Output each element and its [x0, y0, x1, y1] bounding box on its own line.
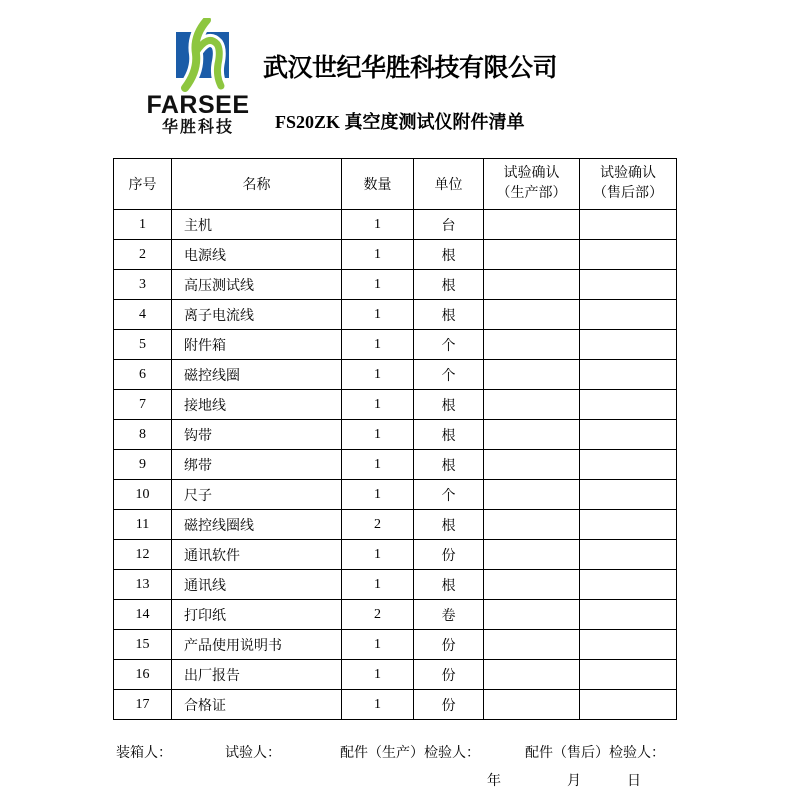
company-logo	[142, 18, 254, 136]
cell-unit: 卷	[414, 600, 484, 630]
cell-unit: 根	[414, 420, 484, 450]
cell-unit: 份	[414, 690, 484, 720]
cell-aftersales-confirm	[580, 420, 677, 450]
cell-quantity: 1	[342, 330, 414, 360]
table-row	[114, 510, 677, 540]
cell-aftersales-confirm	[580, 630, 677, 660]
cell-aftersales-confirm	[580, 450, 677, 480]
cell-aftersales-confirm	[580, 360, 677, 390]
table-row	[114, 270, 677, 300]
cell-aftersales-confirm	[580, 660, 677, 690]
cell-quantity: 2	[342, 510, 414, 540]
cell-production-confirm	[484, 420, 580, 450]
table-row	[114, 480, 677, 510]
cell-production-confirm	[484, 600, 580, 630]
cell-production-confirm	[484, 300, 580, 330]
cell-unit: 根	[414, 240, 484, 270]
cell-index: 10	[114, 480, 172, 510]
cell-quantity: 1	[342, 300, 414, 330]
cell-quantity: 1	[342, 630, 414, 660]
cell-index: 4	[114, 300, 172, 330]
table-row	[114, 450, 677, 480]
cell-production-confirm	[484, 630, 580, 660]
table-row	[114, 240, 677, 270]
cell-item-name: 离子电流线	[172, 300, 342, 330]
production-inspector-label: 配件（生产）检验人：	[340, 746, 480, 761]
cell-unit: 个	[414, 480, 484, 510]
cell-item-name: 打印纸	[172, 600, 342, 630]
cell-quantity: 1	[342, 360, 414, 390]
cell-unit: 根	[414, 570, 484, 600]
cell-quantity: 1	[342, 210, 414, 240]
table-body	[114, 210, 677, 720]
table-row	[114, 420, 677, 450]
cell-item-name: 通讯软件	[172, 540, 342, 570]
table-row	[114, 690, 677, 720]
cell-aftersales-confirm	[580, 240, 677, 270]
cell-item-name: 主机	[172, 210, 342, 240]
cell-index: 5	[114, 330, 172, 360]
col-header-index: 序号	[114, 159, 172, 210]
cell-production-confirm	[484, 480, 580, 510]
cell-quantity: 1	[342, 390, 414, 420]
table-row	[114, 600, 677, 630]
cell-production-confirm	[484, 330, 580, 360]
cell-item-name: 绑带	[172, 450, 342, 480]
cell-quantity: 1	[342, 480, 414, 510]
cell-quantity: 2	[342, 600, 414, 630]
company-name: 武汉世纪华胜科技有限公司	[263, 54, 558, 82]
cell-quantity: 1	[342, 450, 414, 480]
col-header-name: 名称	[172, 159, 342, 210]
cell-item-name: 尺子	[172, 480, 342, 510]
date-year-label: 年	[487, 774, 501, 789]
aftersales-inspector-label: 配件（售后）检验人：	[525, 746, 665, 761]
col-header-aftersales-confirm: 试验确认 （售后部）	[580, 159, 677, 210]
cell-item-name: 磁控线圈线	[172, 510, 342, 540]
cell-aftersales-confirm	[580, 540, 677, 570]
cell-item-name: 电源线	[172, 240, 342, 270]
cell-aftersales-confirm	[580, 270, 677, 300]
cell-index: 14	[114, 600, 172, 630]
cell-production-confirm	[484, 690, 580, 720]
cell-quantity: 1	[342, 540, 414, 570]
cell-item-name: 高压测试线	[172, 270, 342, 300]
table-row	[114, 660, 677, 690]
cell-item-name: 产品使用说明书	[172, 630, 342, 660]
cell-quantity: 1	[342, 690, 414, 720]
cell-production-confirm	[484, 390, 580, 420]
brand-name-chinese: 华胜科技	[161, 119, 234, 136]
table-row	[114, 540, 677, 570]
cell-item-name: 合格证	[172, 690, 342, 720]
cell-production-confirm	[484, 360, 580, 390]
cell-aftersales-confirm	[580, 210, 677, 240]
cell-aftersales-confirm	[580, 480, 677, 510]
cell-aftersales-confirm	[580, 570, 677, 600]
date-month-label: 月	[567, 774, 581, 789]
cell-unit: 根	[414, 510, 484, 540]
cell-index: 2	[114, 240, 172, 270]
cell-aftersales-confirm	[580, 390, 677, 420]
tester-label: 试验人：	[225, 746, 281, 761]
cell-unit: 份	[414, 540, 484, 570]
cell-index: 1	[114, 210, 172, 240]
cell-unit: 个	[414, 360, 484, 390]
cell-index: 12	[114, 540, 172, 570]
cell-quantity: 1	[342, 420, 414, 450]
cell-quantity: 1	[342, 270, 414, 300]
cell-unit: 个	[414, 330, 484, 360]
cell-production-confirm	[484, 540, 580, 570]
cell-production-confirm	[484, 570, 580, 600]
cell-production-confirm	[484, 210, 580, 240]
cell-item-name: 通讯线	[172, 570, 342, 600]
cell-index: 15	[114, 630, 172, 660]
farsee-logo-icon	[155, 18, 241, 92]
cell-item-name: 出厂报告	[172, 660, 342, 690]
cell-quantity: 1	[342, 570, 414, 600]
cell-aftersales-confirm	[580, 300, 677, 330]
cell-index: 17	[114, 690, 172, 720]
col-header-production-confirm: 试验确认 （生产部）	[484, 159, 580, 210]
cell-index: 9	[114, 450, 172, 480]
packer-label: 装箱人：	[116, 746, 172, 761]
table-row	[114, 360, 677, 390]
cell-index: 8	[114, 420, 172, 450]
cell-index: 11	[114, 510, 172, 540]
cell-index: 6	[114, 360, 172, 390]
table-row	[114, 390, 677, 420]
cell-aftersales-confirm	[580, 690, 677, 720]
brand-name-latin: FARSEE	[146, 91, 250, 119]
cell-item-name: 钩带	[172, 420, 342, 450]
cell-unit: 台	[414, 210, 484, 240]
accessory-list-table	[113, 158, 677, 720]
cell-index: 7	[114, 390, 172, 420]
date-day-label: 日	[627, 774, 641, 789]
table-header-row	[114, 159, 677, 210]
cell-index: 13	[114, 570, 172, 600]
cell-item-name: 接地线	[172, 390, 342, 420]
table-row	[114, 630, 677, 660]
cell-unit: 份	[414, 630, 484, 660]
cell-production-confirm	[484, 270, 580, 300]
cell-index: 16	[114, 660, 172, 690]
document-title: FS20ZK 真空度测试仪附件清单	[275, 112, 525, 132]
cell-unit: 根	[414, 390, 484, 420]
cell-production-confirm	[484, 510, 580, 540]
cell-quantity: 1	[342, 240, 414, 270]
table-row	[114, 570, 677, 600]
cell-production-confirm	[484, 240, 580, 270]
col-header-quantity: 数量	[342, 159, 414, 210]
table-row	[114, 300, 677, 330]
cell-aftersales-confirm	[580, 510, 677, 540]
table-row	[114, 210, 677, 240]
cell-item-name: 附件箱	[172, 330, 342, 360]
cell-unit: 根	[414, 300, 484, 330]
cell-aftersales-confirm	[580, 330, 677, 360]
table-row	[114, 330, 677, 360]
cell-production-confirm	[484, 450, 580, 480]
cell-aftersales-confirm	[580, 600, 677, 630]
cell-unit: 份	[414, 660, 484, 690]
cell-unit: 根	[414, 270, 484, 300]
cell-item-name: 磁控线圈	[172, 360, 342, 390]
cell-unit: 根	[414, 450, 484, 480]
col-header-unit: 单位	[414, 159, 484, 210]
cell-index: 3	[114, 270, 172, 300]
cell-quantity: 1	[342, 660, 414, 690]
cell-production-confirm	[484, 660, 580, 690]
